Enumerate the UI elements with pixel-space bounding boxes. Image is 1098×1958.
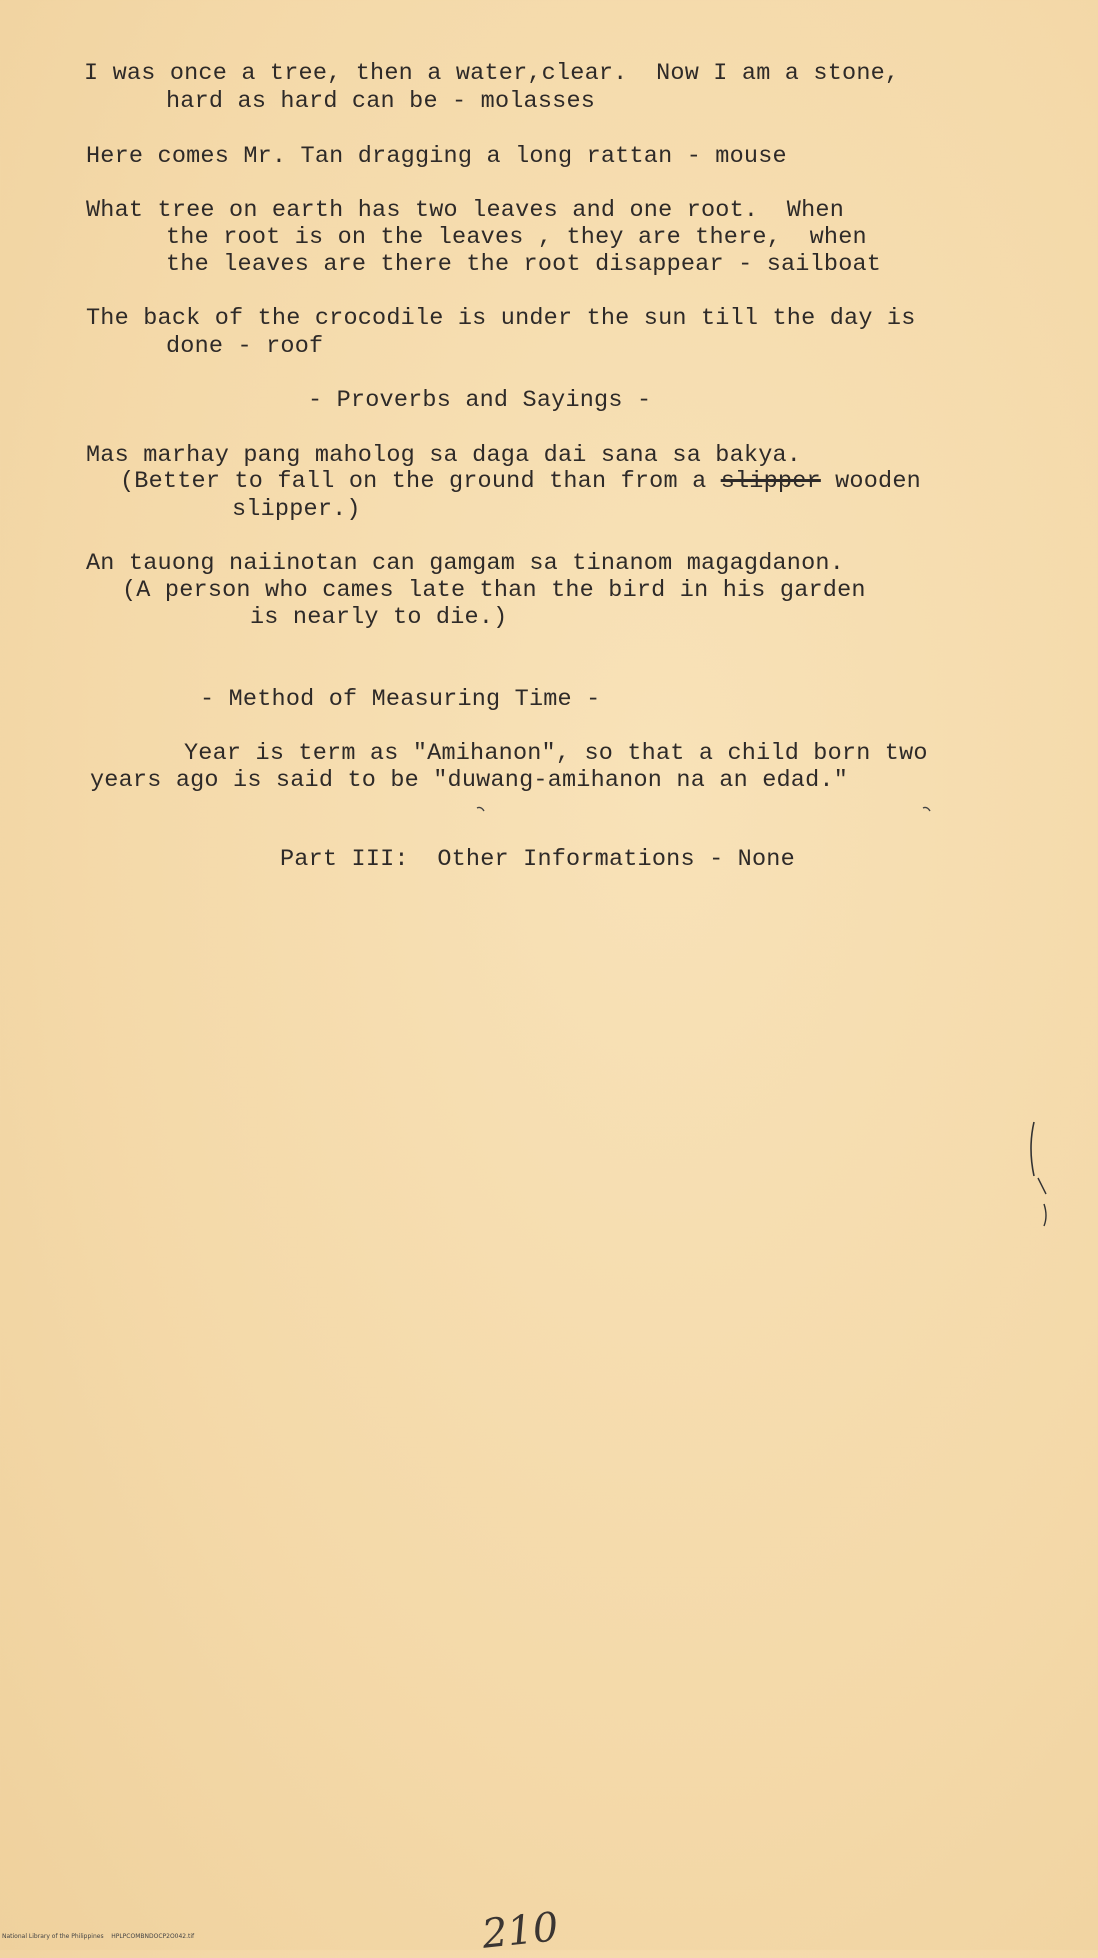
stray-mark-2 bbox=[922, 806, 932, 814]
time-heading: - Method of Measuring Time - bbox=[200, 686, 601, 713]
proverb-1-line-2-text-a: (Better to fall on the ground than from a bbox=[120, 468, 721, 495]
proverb-1-line-2 bbox=[120, 468, 921, 496]
riddle-2-line-1: Here comes Mr. Tan dragging a long rattan - mouse bbox=[86, 143, 787, 170]
margin-bracket-mark bbox=[1026, 1118, 1050, 1228]
archive-footer: National Library of the Philippines HPLPCOMBNDOCP2O042.tif bbox=[2, 1933, 195, 1940]
riddle-3-line-1: What tree on earth has two leaves and one root. When bbox=[86, 197, 845, 224]
time-line-2: years ago is said to be "duwang-amihanon na an edad." bbox=[90, 767, 849, 794]
page-number: 210 bbox=[479, 1904, 561, 1958]
riddle-4-line-1: The back of the crocodile is under the sun till the day is bbox=[86, 305, 916, 332]
riddle-1-line-1: I was once a tree, then a water,clear. Now I am a stone, bbox=[84, 60, 900, 87]
proverb-1-line-2-text-b: wooden bbox=[820, 468, 921, 495]
stray-mark-1 bbox=[476, 806, 486, 814]
proverb-2-line-2: (A person who cames late than the bird in his garden bbox=[122, 577, 866, 604]
riddle-3-line-3: the leaves are there the root disappear - sailboat bbox=[166, 251, 882, 278]
proverb-1-line-1: Mas marhay pang maholog sa daga dai sana sa bakya. bbox=[86, 442, 802, 469]
time-line-1: Year is term as "Amihanon", so that a child born two bbox=[184, 740, 928, 767]
riddle-1-line-2: hard as hard can be - molasses bbox=[166, 88, 596, 115]
riddle-4-line-2: done - roof bbox=[166, 333, 324, 360]
proverb-1-line-3: slipper.) bbox=[232, 496, 361, 523]
riddle-3-line-2: the root is on the leaves , they are there, when bbox=[166, 224, 867, 251]
proverb-2-line-3: is nearly to die.) bbox=[250, 604, 508, 631]
part-three-line: Part III: Other Informations - None bbox=[280, 846, 795, 873]
struck-word: slipper bbox=[720, 468, 821, 495]
proverbs-heading: - Proverbs and Sayings - bbox=[308, 387, 652, 414]
proverb-2-line-1: An tauong naiinotan can gamgam sa tinanom magagdanon. bbox=[86, 550, 845, 577]
